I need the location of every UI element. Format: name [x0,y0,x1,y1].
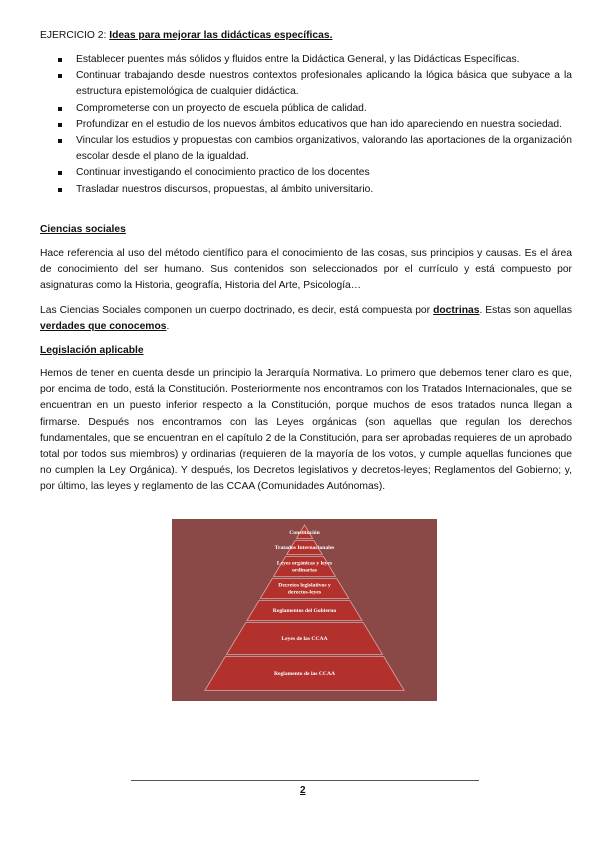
list-item: Comprometerse con un proyecto de escuela pública de calidad. [58,101,572,117]
pyramid-level-label: Constitución [289,530,320,536]
page-number: 2 [300,785,306,796]
normative-hierarchy-pyramid [172,519,437,701]
section-heading-legislacion: Legislación aplicable [40,345,144,356]
paragraph-ciencias-doctrinas: Las Ciencias Sociales componen un cuerpo doctrinado, es decir, está compuesta por doctrinas. Estas son aquellas verdades que conocemos. [40,305,573,333]
bullet-square-icon [58,123,62,127]
pyramid-level-label: Leyes orgánicas y leyes [276,560,333,567]
bullet-square-icon [58,188,62,192]
pyramid-level-label: Reglamento de las CCAA [273,671,336,677]
emphasis-doctrinas: doctrinas [433,305,480,316]
ideas-list [58,52,572,198]
emphasis-verdades: verdades que conocemos [40,321,167,333]
exercise-title [40,28,332,44]
pyramid-level-label: ordinarias [292,567,317,574]
pyramid-level-label: Decretos legislativos y [278,582,331,589]
list-item: Continuar investigando el conocimiento practico de los docentes [58,165,572,181]
list-item: Continuar trabajando desde nuestros contextos profesionales aplicando la lógica básica que subyace a la estructura epistemológica de cualquier didáctica. [58,68,572,100]
list-item: Vincular los estudios y propuestas con cambios organizativos, valorando las aportaciones de la organización escolar desde el plano de la igualdad. [58,133,572,165]
exercise-prefix: EJERCICIO 2: [40,30,110,41]
section-heading-ciencias-sociales: Ciencias sociales [40,224,126,235]
paragraph-legislacion: Hemos de tener en cuenta desde un principio la Jerarquía Normativa. Lo primero que debemos tener claro es que, por encima de todo, está la Constitución. Posteriormente nos encontramos con los Tratados Internacionales, que se encuentran en un puesto inferior respecto a la Constitución, porque muchos de esos tratados nunca llegan a firmarse. Después nos encontramos con las Leyes orgánicas (son aquellas que regulan los derechos fundamentales, que se encuentran en el capítulo 2 de la Constitución, para ser aprobadas requieres de un aprobado total por todos sus miembros) y ordinarias (requieren de la mayoría de los votos, y cumple aquellas funciones que no cumplen la Ley Orgánica). Y después, los Decretos legislativos y decretos-leyes; Reglamentos del Gobierno; y, por último, las leyes y reglamento de las CCAA (Comunidades Autónomas). [40,368,572,493]
bullet-square-icon [58,139,62,143]
list-item: Trasladar nuestros discursos, propuestas, al ámbito universitario. [58,182,572,198]
list-item: Establecer puentes más sólidos y fluidos entre la Didáctica General, y las Didácticas Específicas. [58,52,572,68]
pyramid-level-4 [260,579,349,599]
bullet-square-icon [58,74,62,78]
bullet-square-icon [58,107,62,111]
footer-divider [131,780,479,781]
pyramid-level-label: Leyes de las CCAA [281,636,328,642]
pyramid-level-label: Tratados Internacionales [274,545,335,551]
list-item: Profundizar en el estudio de los nuevos ámbitos educativos que han ido apareciendo en nuestra sociedad. [58,117,572,133]
paragraph-ciencias-definition: Hace referencia al uso del método científico para el conocimiento de las cosas, sus principios y causas. Es el área de conocimiento del ser humano. Sus contenidos son seleccionados por el currículo y está compuesto por asignaturas como la Historia, geografía, Historia del Arte, Psicología… [40,248,572,292]
exercise-heading: Ideas para mejorar las didácticas específicas. [109,30,333,41]
bullet-square-icon [58,171,62,175]
pyramid-level-label: derectos-leyes [287,589,322,596]
pyramid-level-label: Reglamentos del Gobierno [272,608,337,614]
bullet-square-icon [58,58,62,62]
